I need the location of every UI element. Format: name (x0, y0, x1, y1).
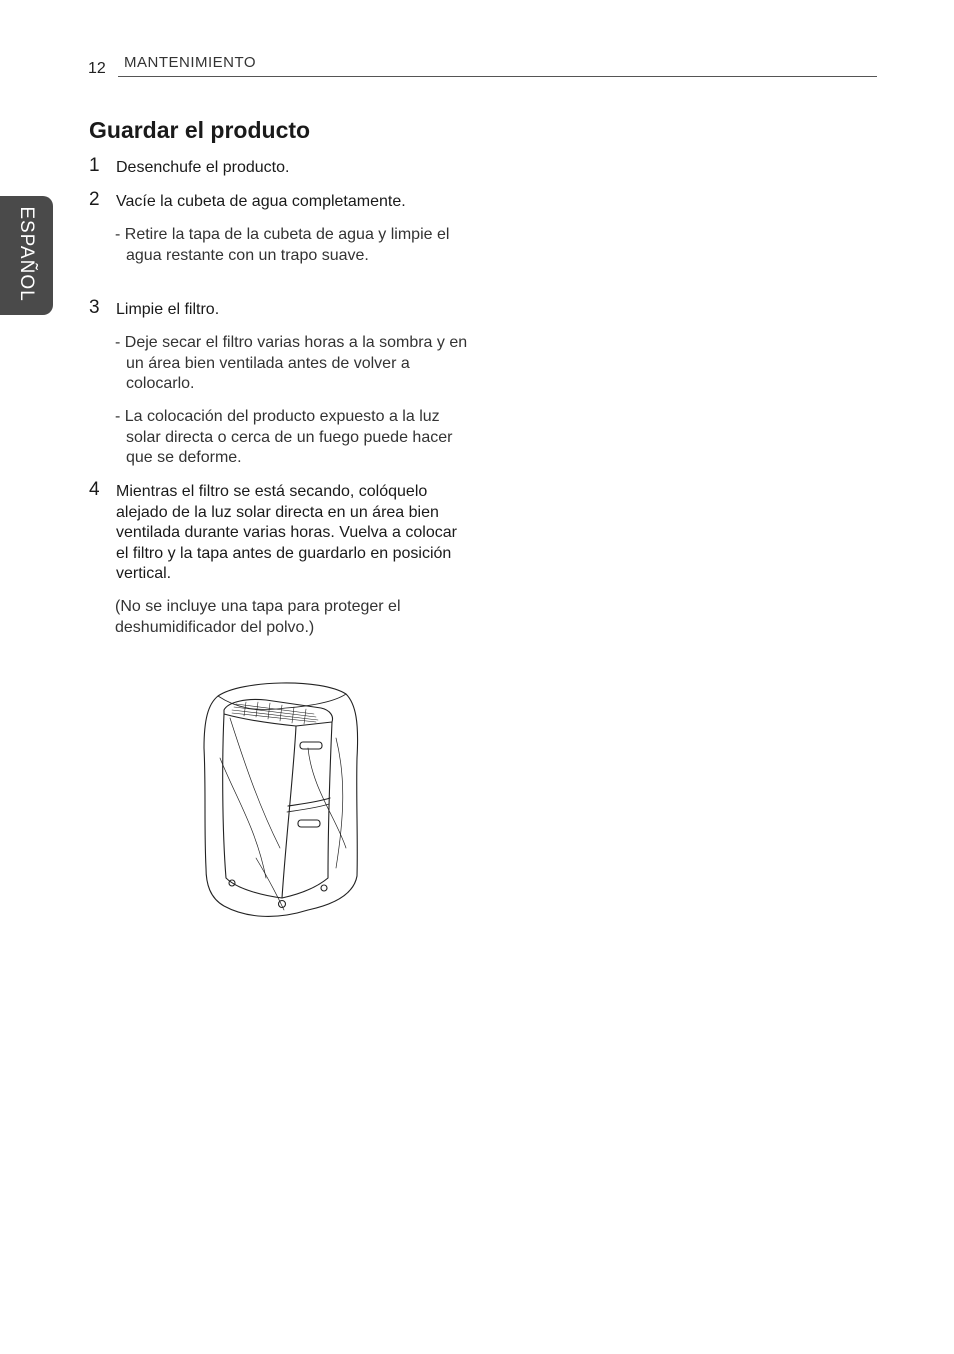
page-number: 12 (88, 60, 106, 77)
step-1 (89, 155, 469, 179)
section-header: MANTENIMIENTO (124, 54, 257, 71)
language-side-tab (0, 196, 53, 315)
step-text: Mientras el filtro se está secando, colóquelo alejado de la luz solar directa en un área bien ventilada durante varias horas. Vuelva a colocar el filtro y la tapa antes de guardarlo en posición vertical. (116, 483, 457, 582)
language-label: ESPAÑOL (16, 206, 37, 302)
step-3-note-sunlight: - La colocación del producto expuesto a la luz solar directa o cerca de un fuego puede hacer que se deforme. (115, 408, 453, 467)
page-title: Guardar el producto (89, 117, 311, 143)
covered-dehumidifier-illustration (196, 678, 366, 928)
step-4-note: (No se incluye una tapa para proteger el deshumidificador del polvo.) (115, 598, 401, 636)
header-rule (118, 76, 877, 77)
step-number: 4 (89, 479, 100, 500)
step-4 (89, 479, 469, 585)
step-text: Desenchufe el producto. (116, 159, 290, 176)
step-2-note: - Retire la tapa de la cubeta de agua y limpie el agua restante con un trapo suave. (115, 226, 450, 264)
step-3-note-drying: - Deje secar el filtro varias horas a la sombra y en un área bien ventilada antes de volver a colocarlo. (115, 334, 468, 393)
step-3 (89, 297, 469, 321)
step-number: 3 (89, 297, 100, 318)
step-text: Limpie el filtro. (116, 301, 220, 318)
step-number: 2 (89, 189, 100, 210)
step-2 (89, 189, 469, 213)
step-number: 1 (89, 155, 100, 176)
step-text: Vacíe la cubeta de agua completamente. (116, 193, 406, 210)
